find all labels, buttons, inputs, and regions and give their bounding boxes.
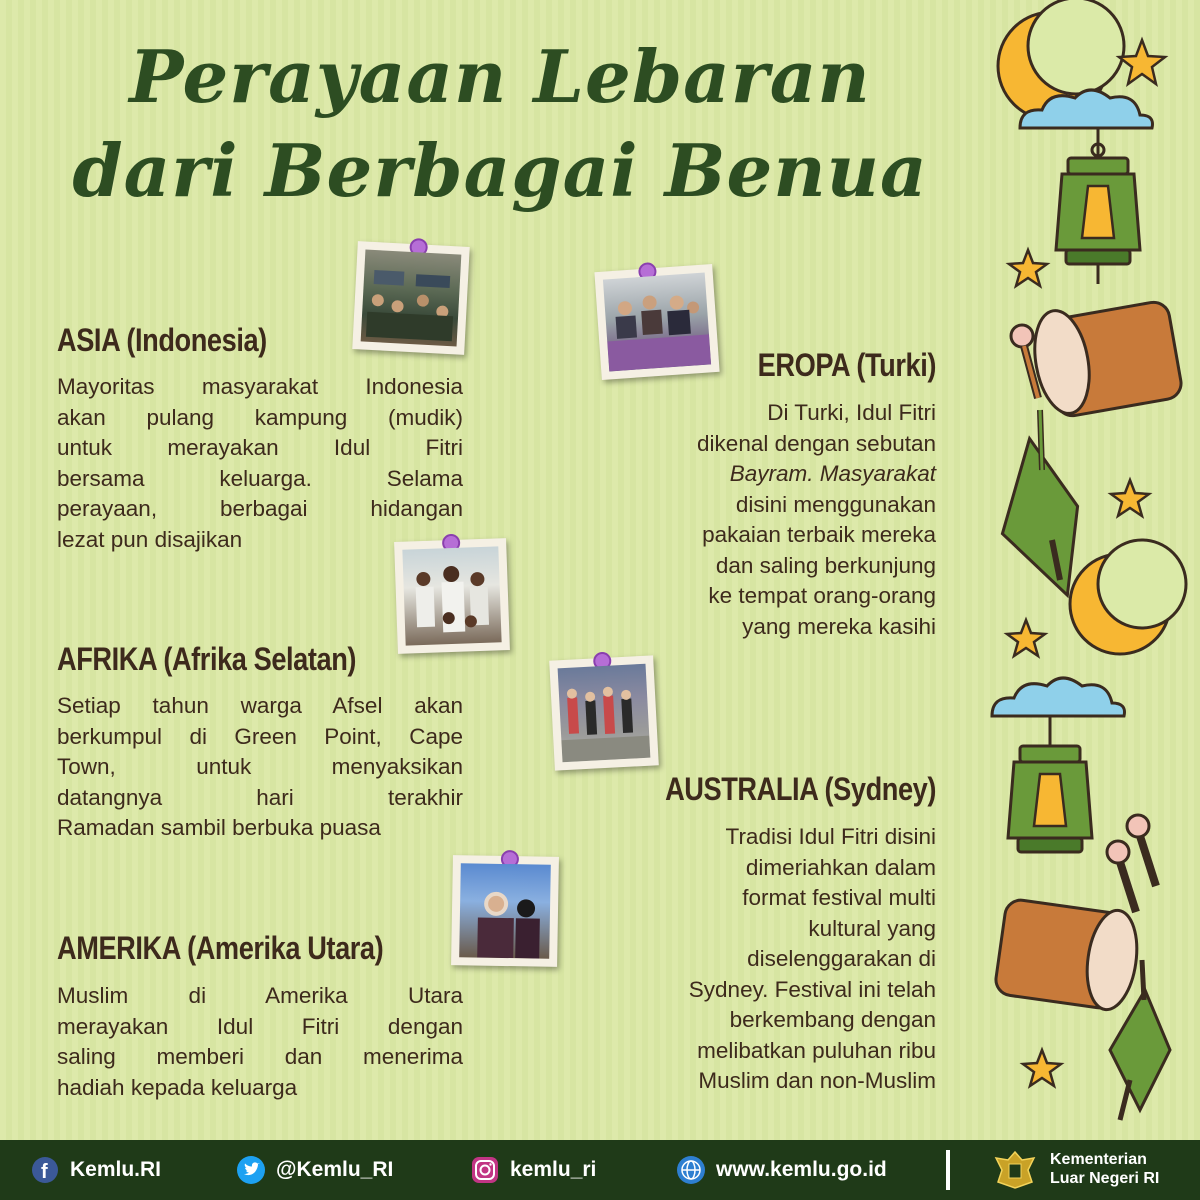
instagram-icon xyxy=(470,1155,500,1185)
drum-icon xyxy=(1011,300,1184,418)
text-line: Bayram. Masyarakat xyxy=(729,461,936,486)
text-amerika xyxy=(57,981,463,1103)
text-line: lezat pun disajikan xyxy=(57,526,243,552)
text-line: berkumpul di Green Point, Cape xyxy=(57,723,463,749)
text-line: Town, untuk menyaksikan xyxy=(57,754,463,779)
text-line: format festival multi xyxy=(742,885,936,910)
decoration-column xyxy=(980,0,1200,1140)
text-line: dimeriahkan dalam xyxy=(745,854,936,880)
text-line: akan pulang kampung (mudik) xyxy=(57,404,463,430)
heading-afrika: AFRIKA (Afrika Selatan) xyxy=(57,641,357,677)
facebook-handle: Kemlu.RI xyxy=(70,1158,162,1181)
footer xyxy=(0,1140,1200,1200)
svg-text:f: f xyxy=(41,1161,48,1183)
heading-australia: AUSTRALIA (Sydney) xyxy=(665,771,936,807)
text-line: melibatkan puluhan ribu xyxy=(697,1037,936,1063)
photo-afrika xyxy=(394,538,510,654)
cloud-icon xyxy=(992,678,1125,716)
page-title-line1: Perayaan Lebaran xyxy=(129,34,871,119)
text-line: Sydney. Festival ini telah xyxy=(688,976,936,1002)
star-icon xyxy=(1023,1050,1061,1086)
lantern-icon xyxy=(1008,716,1092,852)
text-line: perayaan, berbagai hidangan xyxy=(57,496,463,521)
text-eropa xyxy=(590,398,936,642)
photo-australia xyxy=(549,655,659,770)
lantern-icon xyxy=(1056,128,1140,284)
twitter-handle: @Kemlu_RI xyxy=(276,1158,394,1181)
text-line: saling memberi dan menerima xyxy=(57,1044,463,1069)
star-icon xyxy=(1119,40,1165,84)
text-line: yang mereka kasihi xyxy=(742,613,936,639)
star-icon xyxy=(1007,620,1045,656)
globe-icon xyxy=(676,1155,706,1185)
organization-name xyxy=(1050,1150,1159,1188)
text-line: disini menggunakan xyxy=(735,491,936,517)
text-line: Mayoritas masyarakat Indonesia xyxy=(57,374,463,399)
text-line: Muslim di Amerika Utara xyxy=(57,983,463,1008)
twitter-icon xyxy=(236,1155,266,1185)
text-line: Di Turki, Idul Fitri xyxy=(767,400,936,425)
text-line: Muslim dan non-Muslim xyxy=(698,1068,936,1093)
heading-amerika: AMERIKA (Amerika Utara) xyxy=(57,930,384,966)
instagram-link[interactable] xyxy=(470,1140,596,1200)
text-line: Tradisi Idul Fitri disini xyxy=(725,824,936,849)
instagram-handle: kemlu_ri xyxy=(510,1158,597,1181)
photo-amerika xyxy=(451,855,559,967)
crescent-moon-icon xyxy=(1070,540,1186,654)
heading-eropa: EROPA (Turki) xyxy=(757,347,936,383)
text-line: Setiap tahun warga Afsel akan xyxy=(57,693,463,718)
heading-asia: ASIA (Indonesia) xyxy=(57,322,267,358)
website-link[interactable] xyxy=(676,1140,887,1200)
text-line: bersama keluarga. Selama xyxy=(57,465,463,491)
text-line: Ramadan sambil berbuka puasa xyxy=(57,815,381,840)
website-url: www.kemlu.go.id xyxy=(716,1158,887,1181)
text-line: merayakan Idul Fitri dengan xyxy=(57,1013,463,1039)
text-line: ke tempat orang-orang xyxy=(708,583,936,608)
text-australia xyxy=(590,822,936,1097)
text-asia xyxy=(57,372,463,555)
text-line: kultural yang xyxy=(808,915,936,941)
text-line: diselenggarakan di xyxy=(747,946,936,971)
text-line: pakaian terbaik mereka xyxy=(702,522,936,547)
organization-line2: Luar Negeri RI xyxy=(1050,1170,1160,1187)
text-afrika xyxy=(57,691,463,844)
facebook-icon xyxy=(30,1155,60,1185)
drumstick-icon xyxy=(1107,815,1156,912)
footer-divider xyxy=(946,1150,950,1190)
photo-asia xyxy=(352,241,469,355)
text-line: dikenal dengan sebutan xyxy=(697,430,936,456)
text-line: berkembang dengan xyxy=(729,1007,936,1032)
text-line: dan saling berkunjung xyxy=(715,552,936,578)
drum-icon xyxy=(994,898,1143,1013)
text-line: hadiah kepada keluarga xyxy=(57,1074,298,1100)
organization-line1: Kementerian xyxy=(1050,1151,1147,1168)
garuda-emblem xyxy=(992,1148,1038,1192)
star-icon xyxy=(1009,250,1047,286)
text-line: datangnya hari terakhir xyxy=(57,784,463,810)
text-line: untuk merayakan Idul Fitri xyxy=(57,435,463,460)
twitter-link[interactable] xyxy=(236,1140,393,1200)
facebook-link[interactable] xyxy=(30,1140,161,1200)
page-title-line2: dari Berbagai Benua xyxy=(72,128,928,213)
star-icon xyxy=(1111,480,1149,516)
